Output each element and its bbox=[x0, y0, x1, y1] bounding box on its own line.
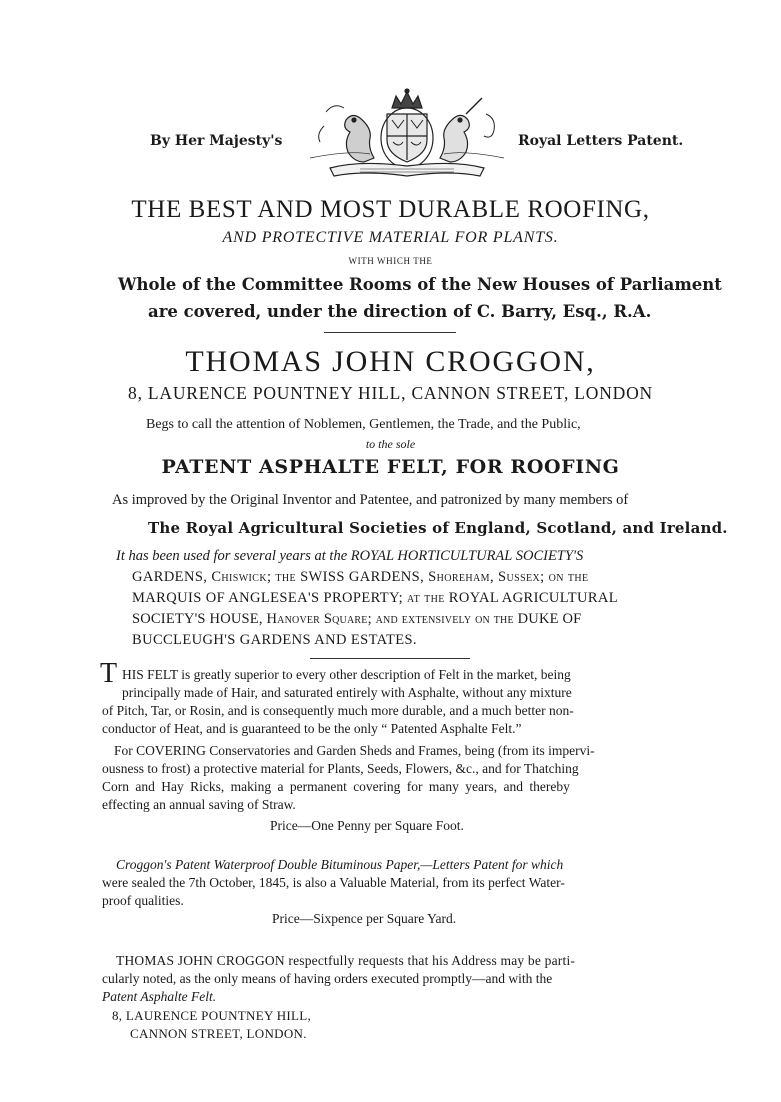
improved-line: As improved by the Original Inventor and Patentee, and patronized by many members of bbox=[112, 492, 629, 508]
drop-cap: T bbox=[100, 658, 118, 689]
merchant-address: 8, LAURENCE POUNTNEY HILL, CANNON STREET, LONDON bbox=[128, 383, 653, 403]
felt-line-1: HIS FELT is greatly superior to every other description of Felt in the market, being bbox=[122, 667, 571, 682]
closing-address-2: CANNON STREET, LONDON. bbox=[130, 1026, 307, 1041]
begs-line-2: to the sole bbox=[365, 437, 416, 451]
paper-line-1: Croggon's Patent Waterproof Double Bituminous Paper,—Letters Patent for which bbox=[116, 857, 564, 872]
felt-price: Price—One Penny per Square Foot. bbox=[270, 818, 464, 833]
used-line-5: BUCCLEUGH'S GARDENS AND ESTATES. bbox=[132, 632, 417, 648]
royal-coat-of-arms-icon bbox=[300, 88, 514, 182]
felt-line-3: of Pitch, Tar, or Rosin, and is consequently much more durable, and a much better non- bbox=[102, 703, 574, 718]
used-line-4: SOCIETY'S HOUSE, Hanover Square; and extensively on the DUKE OF bbox=[132, 611, 582, 627]
merchant-name: THOMAS JOHN CROGGON, bbox=[185, 345, 596, 378]
divider bbox=[324, 332, 456, 333]
headline: THE BEST AND MOST DURABLE ROOFING, bbox=[131, 196, 650, 223]
paper-line-3: proof qualities. bbox=[102, 893, 184, 908]
used-line-1: It has been used for several years at the ROYAL HORTICULTURAL SOCIETY'S bbox=[116, 548, 584, 564]
covering-line-4: effecting an annual saving of Straw. bbox=[102, 797, 296, 812]
closing-line-2: cularly noted, as the only means of having orders executed promptly—and with the bbox=[102, 971, 553, 986]
divider bbox=[310, 658, 470, 659]
committee-line-1: Whole of the Committee Rooms of the New Houses of Parliament bbox=[118, 275, 722, 294]
covering-line-1: For COVERING Conservatories and Garden Sheds and Frames, being (from its impervi- bbox=[114, 743, 595, 758]
header-right: Royal Letters Patent. bbox=[518, 133, 684, 149]
paper-price: Price—Sixpence per Square Yard. bbox=[272, 911, 457, 926]
covering-line-3: Corn and Hay Ricks, making a permanent covering for many years, and thereby bbox=[102, 779, 570, 794]
closing-line-1: THOMAS JOHN CROGGON respectfully requests that his Address may be parti- bbox=[116, 953, 576, 968]
subheadline: AND PROTECTIVE MATERIAL FOR PLANTS. bbox=[222, 229, 559, 246]
begs-line-1: Begs to call the attention of Noblemen, Gentlemen, the Trade, and the Public, bbox=[146, 417, 581, 432]
closing-address-1: 8, LAURENCE POUNTNEY HILL, bbox=[112, 1008, 312, 1023]
covering-line-2: ousness to frost) a protective material for Plants, Seeds, Flowers, &c., and for Thatching bbox=[102, 761, 579, 776]
product-heading: PATENT ASPHALTE FELT, FOR ROOFING bbox=[161, 456, 620, 478]
felt-line-4: conductor of Heat, and is guaranteed to be the only “ Patented Asphalte Felt.” bbox=[102, 721, 522, 736]
societies-line: The Royal Agricultural Societies of England, Scotland, and Ireland. bbox=[148, 519, 728, 537]
felt-line-2: principally made of Hair, and saturated entirely with Asphalte, without any mixture bbox=[122, 685, 572, 700]
header-left: By Her Majesty's bbox=[150, 133, 283, 149]
committee-line-2: are covered, under the direction of C. Barry, Esq., R.A. bbox=[148, 302, 652, 321]
used-line-2: GARDENS, Chiswick; the SWISS GARDENS, Shoreham, Sussex; on the bbox=[132, 569, 589, 585]
paper-line-2: were sealed the 7th October, 1845, is also a Valuable Material, from its perfect Water- bbox=[102, 875, 565, 890]
with-which-line: WITH WHICH THE bbox=[348, 256, 433, 266]
used-line-3: MARQUIS OF ANGLESEA'S PROPERTY; at the ROYAL AGRICULTURAL bbox=[132, 590, 619, 606]
closing-line-3: Patent Asphalte Felt. bbox=[102, 989, 217, 1004]
